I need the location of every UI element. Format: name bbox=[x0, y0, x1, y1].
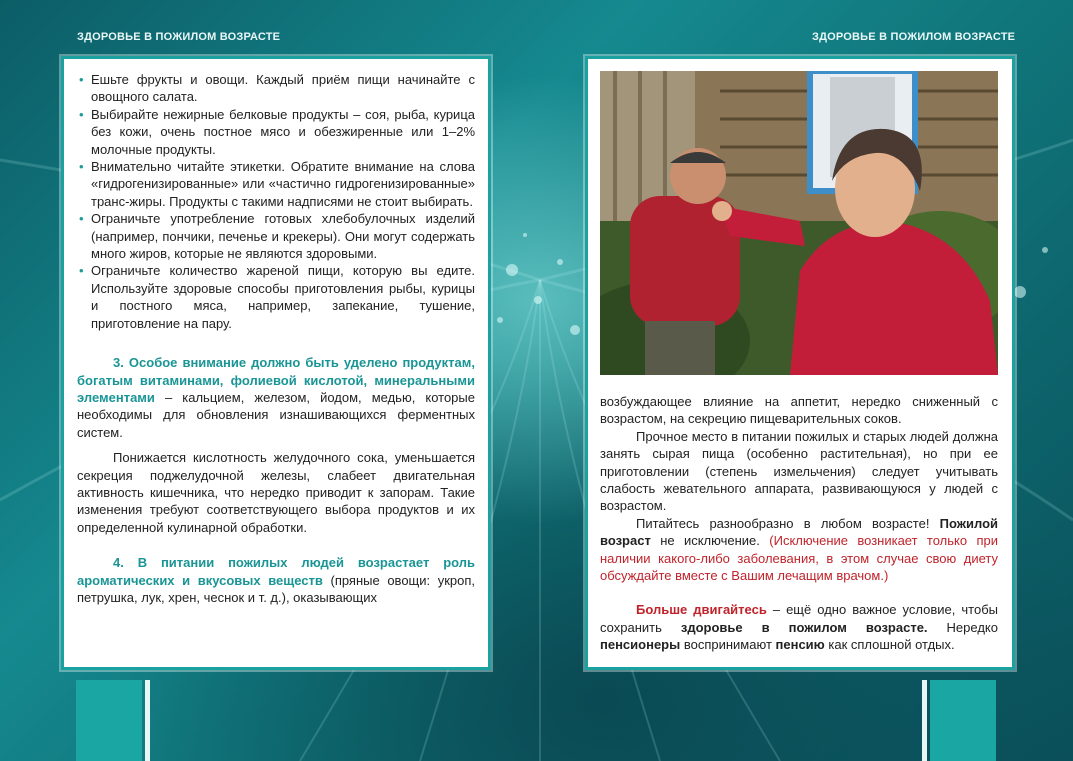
running-header-right: ЗДОРОВЬЕ В ПОЖИЛОМ ВОЗРАСТЕ bbox=[812, 31, 1016, 43]
decorative-stripe-left bbox=[145, 680, 150, 761]
bullet-icon: • bbox=[79, 72, 84, 87]
section-3-heading: 3. Особое внимание должно быть уделено продуктам, богатым витаминами, фолиевой кислотой, минеральными элементами bbox=[77, 355, 475, 405]
list-item: • Ешьте фрукты и овощи. Каждый приём пищи начинайте с овощного салата. bbox=[79, 72, 475, 105]
list-item: • Внимательно читайте этикетки. Обратите внимание на слова «гидрогенизированные» или «частично гидрогенизированные» транс-жиры. Продукты с такими надписями не стоит выбирать. bbox=[79, 159, 475, 209]
decorative-stripe-right bbox=[922, 680, 927, 761]
section-4-paragraph: 4. В питании пожилых людей возрастает роль ароматических и вкусовых веществ (пряные овощи: укроп, петрушка, лук, хрен, чеснок и т. д.), оказывающих bbox=[77, 555, 476, 605]
list-item: • Выбирайте нежирные белковые продукты – соя, рыба, курица без кожи, очень постное мясо и обезжиренные или 1–2% молочные продукты. bbox=[79, 106, 475, 157]
decorative-block-right bbox=[930, 680, 996, 761]
digestion-paragraph: Понижается кислотность желудочного сока, уменьшается секреция поджелудочной железы, слабеет двигательная активность кишечника, что нередко приводит к запорам. Такие изменения требуют соответствующего выбора продуктов и их определенной кулинарной обработки. bbox=[77, 450, 475, 535]
photo-illustration bbox=[600, 71, 998, 375]
exercise-paragraph: Больше двигайтесь – ещё одно важное условие, чтобы сохранить здоровье в пожилом возрасте. Нередко пенсионеры воспринимают пенсию как сплошной отдых. bbox=[600, 602, 998, 653]
variety-paragraph: Питайтесь разнообразно в любом возрасте! Пожилой возраст не исключение. (Исключение возникает только при наличии какого-либо заболевания, в этом случае свою диету обсуждайте вместе с Вашим лечащим врачом.) bbox=[600, 515, 998, 584]
section-3-paragraph: 3. Особое внимание должно быть уделено продуктам, богатым витаминами, фолиевой кислотой, минеральными элементами – кальцием, железом, йодом, медью, которые необходимы для обновления изнашивающихся ферментных систем. bbox=[77, 355, 475, 440]
continued-paragraph: возбуждающее влияние на аппетит, нередко сниженный с возрастом, на секрецию пищеварительных соков. bbox=[600, 394, 998, 427]
left-page bbox=[61, 56, 491, 670]
running-header-left: ЗДОРОВЬЕ В ПОЖИЛОМ ВОЗРАСТЕ bbox=[77, 31, 281, 43]
right-page-text bbox=[600, 393, 998, 654]
bullet-icon: • bbox=[79, 159, 84, 175]
list-item: • Ограничьте количество жареной пищи, которую вы едите. Используйте здоровые способы приготовления рыбы, курицы и постного мяса, например, запекание, тушение, приготовление на пару. bbox=[79, 263, 475, 331]
bullet-icon: • bbox=[79, 106, 84, 122]
raw-food-paragraph: Прочное место в питании пожилых и старых людей должна занять сырая пища (особенно растительная), но при ее приготовлении (степень измельчения) следует учитывать слабость жевательного аппарата, развивающуюся у людей с возрастом. bbox=[600, 428, 998, 514]
doctor-note: (Исключение возникает только при наличии какого-либо заболевания, в этом случае свою диету обсуждайте вместе с Вашим лечащим врачом.) bbox=[600, 533, 998, 584]
left-page-text bbox=[77, 71, 475, 606]
section-4-heading: 4. В питании пожилых людей возрастает роль ароматических и вкусовых веществ bbox=[77, 555, 475, 588]
list-item: • Ограничьте употребление готовых хлебобулочных изделий (например, пончики, печенье и крекеры). Они могут содержать много жиров, которые не являются здоровыми. bbox=[79, 211, 475, 262]
bullet-icon: • bbox=[79, 211, 84, 227]
right-page bbox=[585, 56, 1015, 670]
bullet-icon: • bbox=[79, 263, 84, 279]
decorative-block-left bbox=[76, 680, 142, 761]
elderly-couple-photo bbox=[600, 71, 998, 375]
tips-list bbox=[77, 71, 475, 332]
